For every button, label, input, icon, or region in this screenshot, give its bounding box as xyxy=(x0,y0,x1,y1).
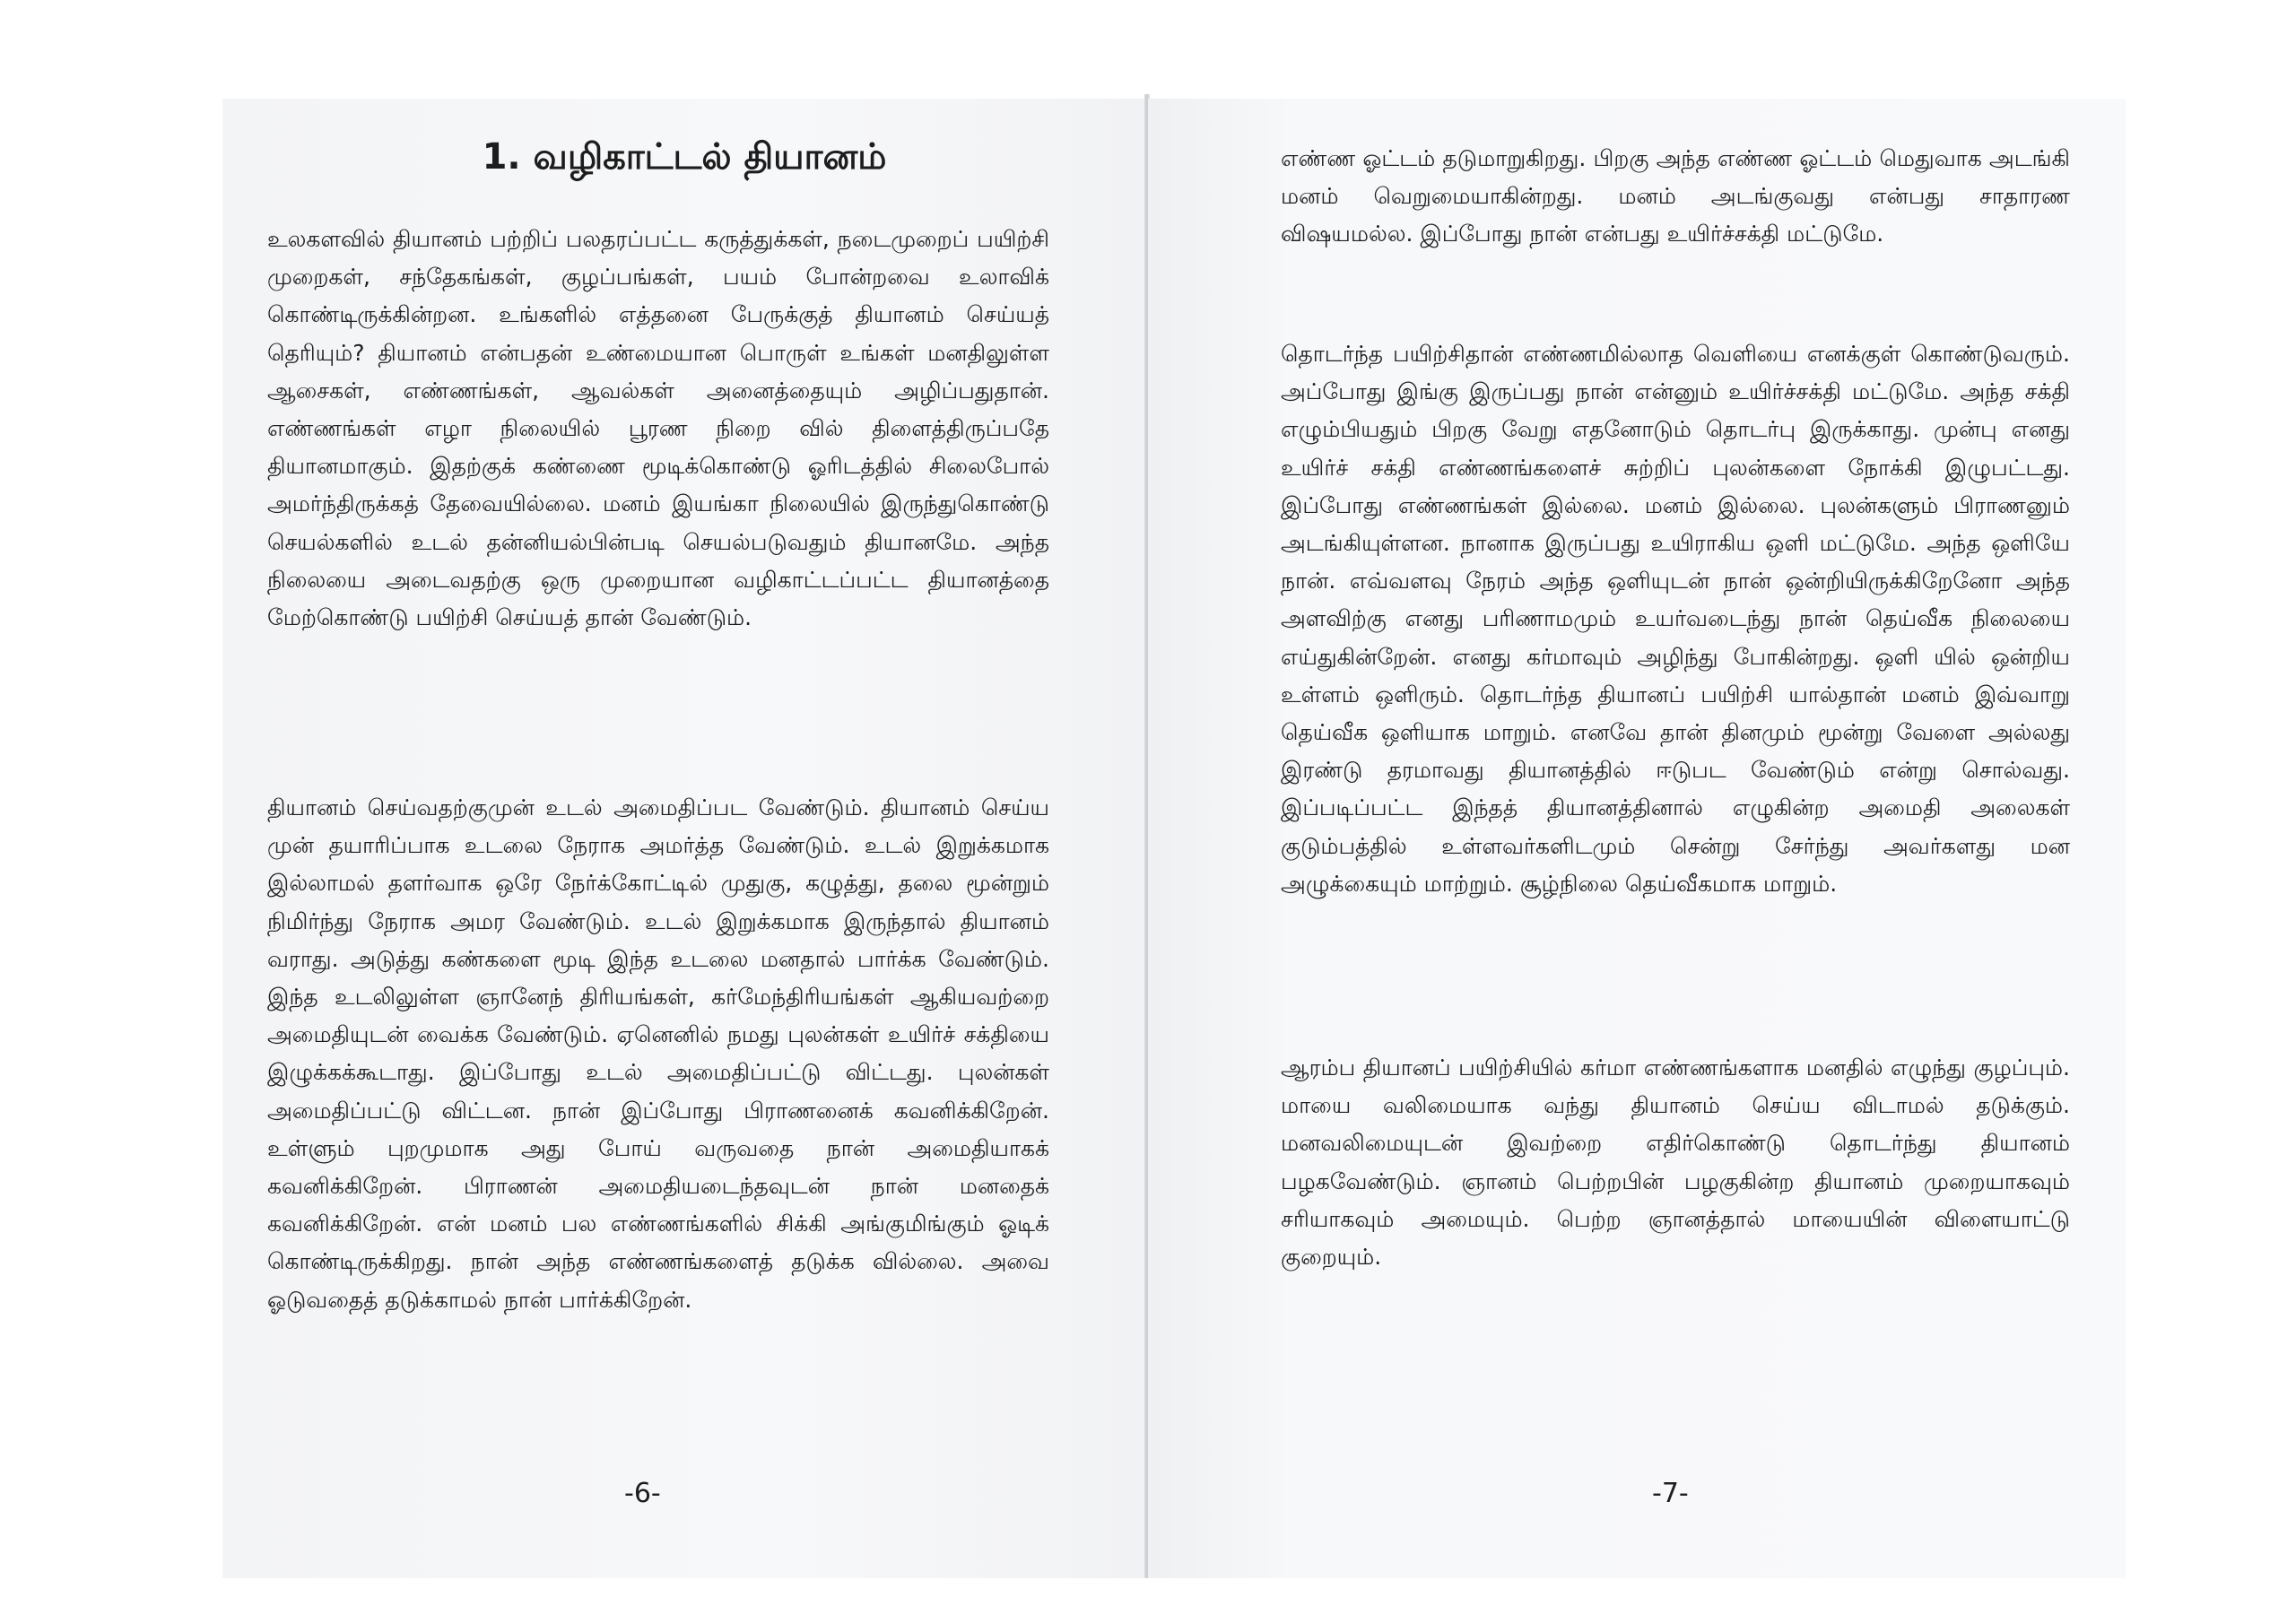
paragraph xyxy=(267,221,1049,637)
page-number: -7- xyxy=(1652,1478,1689,1509)
paragraph-text: ஆரம்ப தியானப் பயிற்சியில் கர்மா எண்ணங்களாக மனதில் எழுந்து குழப்பும். மாயை வலிமையாக வந்து தியானம் செய்ய விடாமல் தடுக்கும். மனவலிமையுடன் இவற்றை எதிர்கொண்டு தொடர்ந்து தியானம் பழகவேண்டும். ஞானம் பெற்றபின் பழகுகின்ற தியானம் முறையாகவும் சரியாகவும் அமையும். பெற்ற ஞானத்தால் மாயையின் விளையாட்டு குறையும். xyxy=(1281,1055,2070,1271)
right-page xyxy=(1148,99,2126,1578)
page-number: -6- xyxy=(624,1478,661,1509)
left-page xyxy=(222,99,1146,1578)
paragraph-text: தொடர்ந்த பயிற்சிதான் எண்ணமில்லாத வெளியை எனக்குள் கொண்டுவரும். அப்போது இங்கு இருப்பது நான் என்னும் உயிர்ச்சக்தி மட்டுமே. அந்த சக்தி எழும்பியதும் பிறகு வேறு எதனோடும் தொடர்பு இருக்காது. முன்பு எனது உயிர்ச் சக்தி எண்ணங்களைச் சுற்றிப் புலன்களை நோக்கி இழுபட்டது. இப்போது எண்ணங்கள் இல்லை. மனம் இல்லை. புலன்களும் பிராணனும் அடங்கியுள்ளன. நானாக இருப்பது உயிராகிய ஒளி மட்டுமே. அந்த ஒளியே நான். எவ்வளவு நேரம் அந்த ஒளியுடன் நான் ஒன்றியிருக்கிறேனோ அந்த அளவிற்கு எனது பரிணாமமும் உயர்வடைந்து நான் தெய்வீக நிலையை எய்துகின்றேன். எனது கர்மாவும் அழிந்து போகின்றது. ஒளி யில் ஒன்றிய உள்ளம் ஒளிரும். தொடர்ந்த தியானப் பயிற்சி யால்தான் மனம் இவ்வாறு தெய்வீக ஒளியாக மாறும். எனவே தான் தினமும் மூன்று வேளை அல்லது இரண்டு தரமாவது தியானத்தில் ஈடுபட வேண்டும் என்று சொல்வது. இப்படிப்பட்ட இந்தத் தியானத்தினால் எழுகின்ற அமைதி அலைகள் குடும்பத்தில் உள்ளவர்களிடமும் சென்று சேர்ந்து அவர்களது மன அழுக்கையும் மாற்றும். சூழ்நிலை தெய்வீகமாக மாறும். xyxy=(1281,341,2070,897)
paragraph-text: தியானம் செய்வதற்குமுன் உடல் அமைதிப்பட வேண்டும். தியானம் செய்ய முன் தயாரிப்பாக உடலை நேராக அமர்த்த வேண்டும். உடல் இறுக்கமாக இல்லாமல் தளர்வாக ஒரே நேர்க்கோட்டில் முதுகு, கழுத்து, தலை மூன்றும் நிமிர்ந்து நேராக அமர வேண்டும். உடல் இறுக்கமாக இருந்தால் தியானம் வராது. அடுத்து கண்களை மூடி இந்த உடலை மனதால் பார்க்க வேண்டும். இந்த உடலிலுள்ள ஞானேந் திரியங்கள், கர்மேந்திரியங்கள் ஆகியவற்றை அமைதியுடன் வைக்க வேண்டும். ஏனெனில் நமது புலன்கள் உயிர்ச் சக்தியை இழுக்கக்கூடாது. இப்போது உடல் அமைதிப்பட்டு விட்டது. புலன்கள் அமைதிப்பட்டு விட்டன. நான் இப்போது பிராணனைக் கவனிக்கிறேன். உள்ளும் புறமுமாக அது போய் வருவதை நான் அமைதியாகக் கவனிக்கிறேன். பிராணன் அமைதியடைந்தவுடன் நான் மனதைக் கவனிக்கிறேன். என் மனம் பல எண்ணங்களில் சிக்கி அங்குமிங்கும் ஓடிக் கொண்டிருக்கிறது. நான் அந்த எண்ணங்களைத் தடுக்க வில்லை. அவை ஓடுவதைத் தடுக்காமல் நான் பார்க்கிறேன். xyxy=(267,794,1049,1313)
chapter-title: 1. வழிகாட்டல் தியானம் xyxy=(482,136,887,178)
paragraph xyxy=(1281,335,2070,903)
paragraph xyxy=(267,789,1049,1319)
paragraph xyxy=(1281,1049,2070,1276)
paragraph-text: உலகளவில் தியானம் பற்றிப் பலதரப்பட்ட கருத்துக்கள், நடைமுறைப் பயிற்சி முறைகள், சந்தேகங்கள், குழப்பங்கள், பயம் போன்றவை உலாவிக் கொண்டிருக்கின்றன. உங்களில் எத்தனை பேருக்குத் தியானம் செய்யத் தெரியும்? தியானம் என்பதன் உண்மையான பொருள் உங்கள் மனதிலுள்ள ஆசைகள், எண்ணங்கள், ஆவல்கள் அனைத்தையும் அழிப்பதுதான். எண்ணங்கள் எழா நிலையில் பூரண நிறை வில் திளைத்திருப்பதே தியானமாகும். இதற்குக் கண்ணை மூடிக்கொண்டு ஓரிடத்தில் சிலைபோல் அமர்ந்திருக்கத் தேவையில்லை. மனம் இயங்கா நிலையில் இருந்துகொண்டு செயல்களில் உடல் தன்னியல்பின்படி செயல்படுவதும் தியானமே. அந்த நிலையை அடைவதற்கு ஒரு முறையான வழிகாட்டப்பட்ட தியானத்தை மேற்கொண்டு பயிற்சி செய்யத் தான் வேண்டும். xyxy=(267,226,1049,631)
paragraph-text: எண்ண ஓட்டம் தடுமாறுகிறது. பிறகு அந்த எண்ண ஓட்டம் மெதுவாக அடங்கி மனம் வெறுமையாகின்றது. மனம் அடங்குவது என்பது சாதாரண விஷயமல்ல. இப்போது நான் என்பது உயிர்ச்சக்தி மட்டுமே. xyxy=(1281,145,2070,247)
paragraph xyxy=(1281,140,2070,254)
